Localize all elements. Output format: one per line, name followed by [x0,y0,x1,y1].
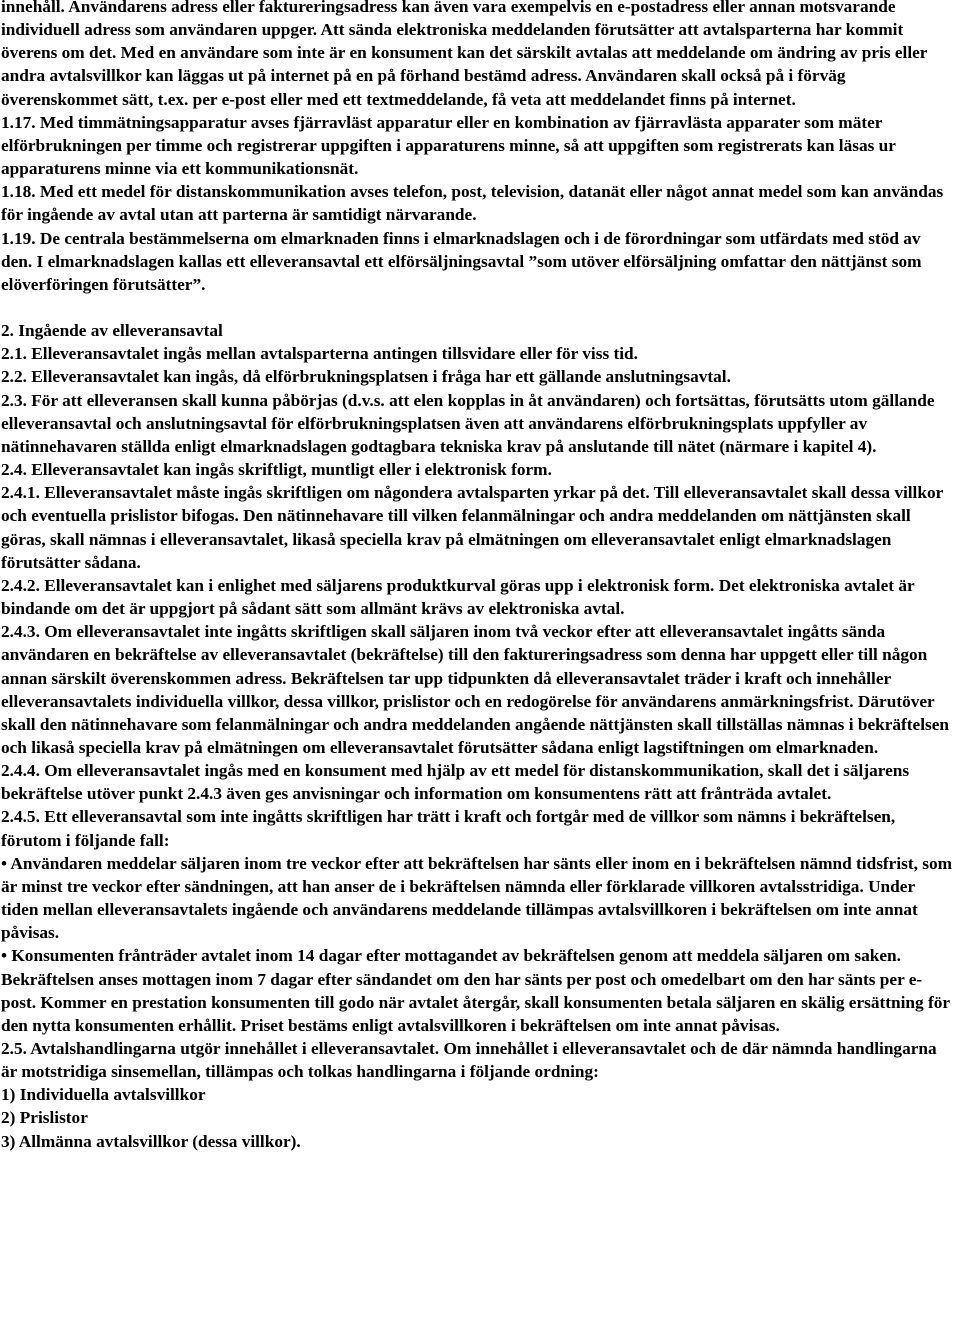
paragraph-1-18: 1.18. Med ett medel för distanskommunikation avses telefon, post, television, datanät eller något annat medel som kan användas för ingående av avtal utan att parterna är samtidigt närvarande. [1,182,944,225]
paragraph-2-4-4: 2.4.4. Om elleveransavtalet ingås med en konsument med hjälp av ett medel för distanskommunikation, skall det i säljarens bekräftelse utöver punkt 2.4.3 även ges anvisningar och information om konsumentens rätt att frånträda avtalet. [1,761,910,804]
paragraph-2-4: 2.4. Elleveransavtalet kan ingås skriftligt, muntligt eller i elektronisk form. [1,460,552,480]
paragraph-1-17: 1.17. Med timmätningsapparatur avses fjärravläst apparatur eller en kombination av fjärravlästa apparater som mäter elförbrukningen per timme och registrerar uppgiften i apparaturens minne, så att uppgiften som registrerats kan läsas ur apparaturens minne via ett kommunikationsnät. [1,112,896,179]
paragraph-2-3: 2.3. För att elleveransen skall kunna påbörjas (d.v.s. att elen kopplas in åt användaren) och fortsättas, förutsätts utom gällande elleveransavtal och anslutningsavtal för elförbrukningsplatsen även att användarens elförbrukningsplats uppfyller av nätinnehavaren ställda enligt elmarknadslagen godtagbara tekniska krav på anslutande till nätet (närmare i kapitel 4). [1,390,935,456]
list-item-individual-terms: 1) Individuella avtalsvillkor [1,1085,206,1105]
paragraph-2-4-3: 2.4.3. Om elleveransavtalet inte ingåtts skriftligen skall säljaren inom två veckor efter att elleveransavtalet ingåtts sända användaren en bekräftelse av elleveransavtalet (bekräftelse) till den faktureringsadress som denna har uppgett eller till någon annan särskilt överenskommen adress. Bekräftelsen tar upp tidpunkten då elleveransavtalet träder i kraft och innehåller elleveransavtalets individuella villkor, dessa villkor, prislistor och en redogörelse för användarens anmärkningsfrist. Därutöver skall den nätinnehavare som felanmälningar och andra meddelanden angående nättjänsten skall tillställas nämnas i bekräftelsen och likaså speciella krav på elmätningen om elleveransavtalet förutsätter sådana enligt lagstiftningen om elmarknaden. [1,622,950,757]
list-item-price-lists: 2) Prislistor [1,1108,88,1128]
paragraph-2-4-1: 2.4.1. Elleveransavtalet måste ingås skriftligen om någondera avtalsparten yrkar på det. Till elleveransavtalet skall dessa villkor och eventuella prislistor bifogas. Den nätinnehavare till vilken felanmälningar och andra meddelanden om nättjänsten skall göras, skall nämnas i elleveransavtalet, likaså speciella krav på elmätningen om elleveransavtalet enligt elmarknadslagen förutsätter sådana. [1,483,943,572]
section-heading-2: 2. Ingående av elleveransavtal [1,321,223,341]
paragraph-2-2: 2.2. Elleveransavtalet kan ingås, då elförbrukningsplatsen i fråga har ett gällande anslutningsavtal. [1,367,731,387]
paragraph-2-4-5: 2.4.5. Ett elleveransavtal som inte ingåtts skriftligen har trätt i kraft och fortgår med de villkor som nämns i bekräftelsen, förutom i följande fall: [1,807,896,850]
bullet-item-consumer-withdrawal: • Konsumenten frånträder avtalet inom 14 dagar efter mottagandet av bekräftelsen genom att meddela säljaren om saken. Bekräftelsen anses mottagen inom 7 dagar efter sändandet om den har sänts per post och omedelbart om den har sänts per e-post. Kommer en prestation konsumenten till godo när avtalet återgår, skall konsumenten betala säljaren en skälig ersättning för den nytta konsumenten erhållit. Priset bestäms enligt avtalsvillkoren i bekräftelsen om inte annat påvisas. [1,946,950,1035]
paragraph-2-4-2: 2.4.2. Elleveransavtalet kan i enlighet med säljarens produktkurval göras upp i elektronisk form. Det elektroniska avtalet är bindande om det är uppgjort på sådant sätt som allmänt krävs av elektroniska avtal. [1,575,915,619]
list-item-general-terms: 3) Allmänna avtalsvillkor (dessa villkor). [1,1131,301,1151]
paragraph-1-19: 1.19. De centrala bestämmelserna om elmarknaden finns i elmarknadslagen och i de förordningar som utfärdats med stöd av den. I elmarknadslagen kallas ett elleveransavtal ett elförsäljningsavtal ”som utöver elförsäljning omfattar den nättjänst som elöverföringen förutsätter”. [1,228,922,294]
bullet-item-user-notice: • Användaren meddelar säljaren inom tre veckor efter att bekräftelsen har sänts eller inom en i bekräftelsen nämnd tidsfrist, som är minst tre veckor efter sändningen, att han anser de i bekräftelsen nämnda eller förklarade villkoren avtalsstridiga. Under tiden mellan elleveransavtalets ingående och användarens meddelande tillämpas avtalsvillkoren i bekräftelsen om inte annat påvisas. [1,853,953,943]
paragraph-2-5: 2.5. Avtalshandlingarna utgör innehållet i elleveransavtalet. Om innehållet i elleveransavtalet och de där nämnda handlingarna är motstridiga sinsemellan, tillämpas och tolkas handlingarna i följande ordning: [1,1039,937,1082]
paragraph-address-continuation: innehåll. Användarens adress eller faktureringsadress kan även vara exempelvis en e-postadress eller annan motsvarande individuell adress som användaren uppger. Att sända elektroniska meddelanden förutsätter att avtalsparterna har kommit överens om det. Med en användare som inte är en konsument kan det särskilt avtalas att meddelande om ändring av pris eller andra avtalsvillkor kan läggas ut på internet på en på förhand bestämd adress. Användaren skall också på i förväg överenskommet sätt, t.ex. per e-post eller med ett textmeddelande, få veta att meddelandet finns på internet. [1,0,928,109]
paragraph-2-1: 2.1. Elleveransavtalet ingås mellan avtalsparterna antingen tillsvidare eller för viss tid. [1,344,638,364]
section-spacer [1,296,953,319]
